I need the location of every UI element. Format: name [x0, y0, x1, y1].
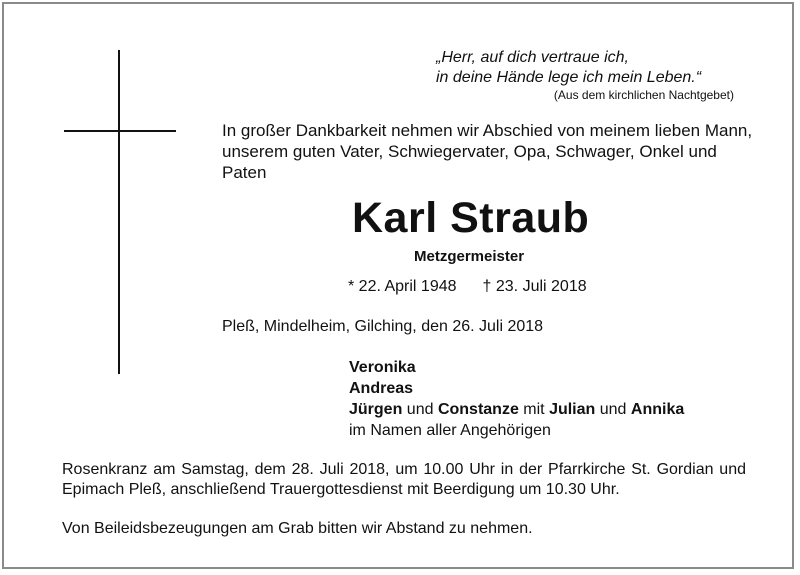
life-dates: [348, 278, 587, 296]
quote-source: (Aus dem kirchlichen Nachtgebet): [553, 88, 734, 102]
cross-vertical-bar: [118, 50, 120, 374]
deceased-title: Metzgermeister: [414, 248, 525, 265]
place-date: Pleß, Mindelheim, Gilching, den 26. Juli 2018: [222, 318, 544, 335]
condolence-notice: Von Beileidsbezeugungen am Grab bitten wir Abstand zu nehmen.: [62, 520, 533, 537]
quote-line-2: in deine Hände lege ich mein Leben.“: [436, 69, 702, 86]
family-all-relatives: im Namen aller Angehörigen: [349, 422, 551, 439]
birth-date: * 22. April 1948: [348, 278, 457, 295]
family-member-andreas: Andreas: [349, 380, 414, 397]
family-list: [349, 357, 684, 441]
quote-line-1: „Herr, auf dich vertraue ich,: [436, 49, 629, 66]
connector-und: und: [402, 401, 438, 418]
family-member-annika: Annika: [630, 401, 685, 418]
intro-text: In großer Dankbarkeit nehmen wir Abschied von meinem lieben Mann, unserem guten Vater, Schwiegervater, Opa, Schwager, Onkel und Paten: [222, 121, 753, 182]
deceased-name: Karl Straub: [352, 194, 590, 242]
family-line-3: [349, 399, 684, 420]
family-member-veronika: Veronika: [349, 359, 416, 376]
family-member-constanze: Constanze: [437, 401, 519, 418]
quote: [436, 48, 701, 88]
death-date: † 23. Juli 2018: [482, 278, 587, 295]
family-member-juergen: Jürgen: [349, 401, 403, 418]
connector-mit: mit: [518, 401, 550, 418]
obituary-frame: [2, 2, 794, 569]
cross-horizontal-bar: [64, 130, 176, 132]
family-member-julian: Julian: [549, 401, 596, 418]
service-info: Rosenkranz am Samstag, dem 28. Juli 2018, um 10.00 Uhr in der Pfarrkirche St. Gordian und Epimach Pleß, anschließend Trauergottesdienst mit Beerdigung um 10.30 Uhr.: [62, 461, 746, 498]
connector-und: und: [595, 401, 631, 418]
